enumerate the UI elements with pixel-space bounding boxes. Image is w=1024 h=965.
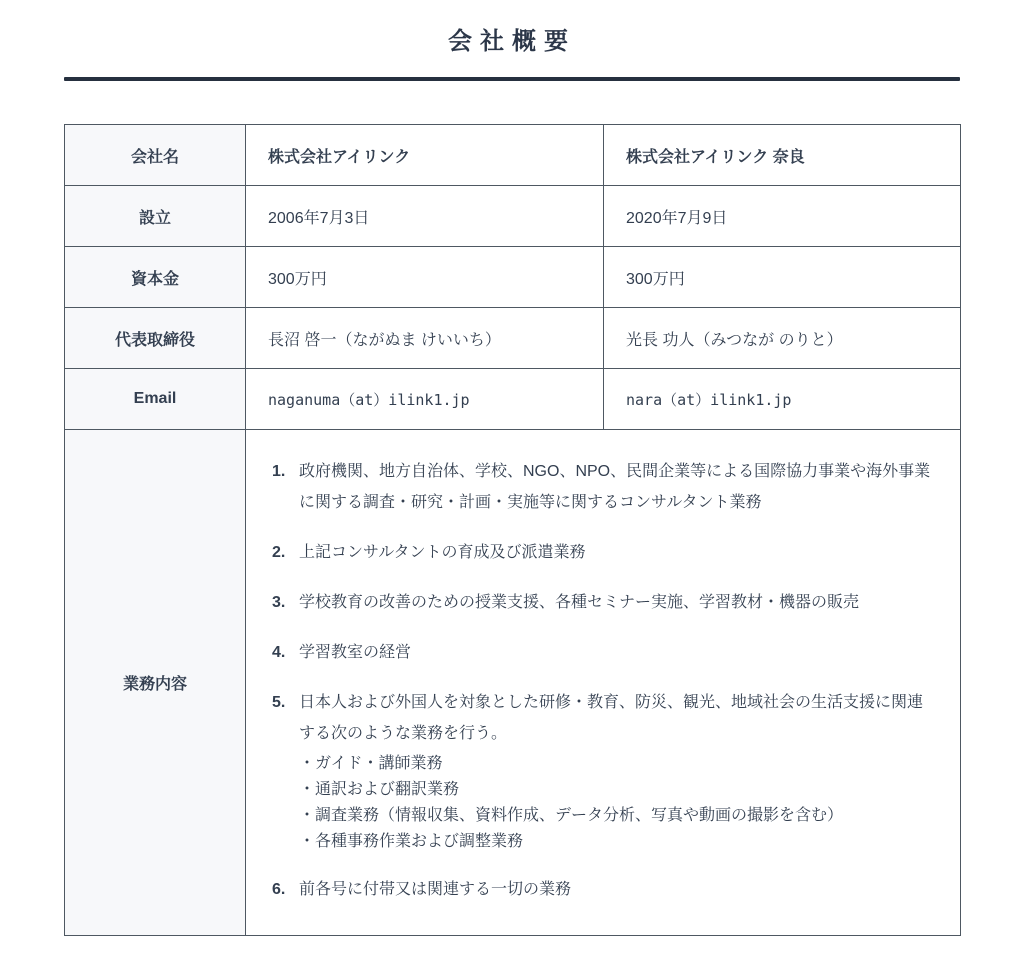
row-label-email: Email — [65, 369, 246, 430]
value-ceo-2: 光長 功人（みつなが のりと） — [604, 308, 961, 369]
row-label-company-name: 会社名 — [65, 125, 246, 186]
value-ceo-1: 長沼 啓一（ながぬま けいいち） — [246, 308, 604, 369]
table-row-capital — [65, 247, 961, 308]
value-capital-2: 300万円 — [604, 247, 961, 308]
business-item-3 — [272, 587, 932, 618]
row-label-business: 業務内容 — [65, 430, 246, 936]
row-label-founded: 設立 — [65, 186, 246, 247]
business-item-text: 政府機関、地方自治体、学校、NGO、NPO、民間企業等による国際協力事業や海外事業に関する調査・研究・計画・実施等に関するコンサルタント業務 — [299, 463, 931, 511]
business-item-text: 上記コンサルタントの育成及び派遣業務 — [299, 544, 586, 561]
business-subitem-admin: ・各種事務作業および調整業務 — [299, 833, 524, 850]
value-company-name-2: 株式会社アイリンク 奈良 — [604, 125, 961, 186]
business-content — [246, 430, 961, 936]
row-label-ceo: 代表取締役 — [65, 308, 246, 369]
business-item-text: 学習教室の経営 — [299, 644, 412, 661]
business-item-text: 学校教育の改善のための授業支援、各種セミナー実施、学習教材・機器の販売 — [299, 594, 860, 611]
business-item-number: 2. — [272, 544, 286, 561]
business-item-5-lead: 日本人および外国人を対象とした研修・教育、防災、観光、地域社会の生活支援に関連する次のような業務を行う。 — [299, 694, 924, 742]
value-email-2: nara（at）ilink1.jp — [604, 369, 961, 430]
business-item-6 — [272, 874, 932, 905]
title-divider — [64, 77, 960, 81]
business-item-number: 4. — [272, 644, 286, 661]
table-row-business — [65, 430, 961, 936]
business-item-text: 前各号に付帯又は関連する一切の業務 — [299, 881, 572, 898]
business-item-number: 6. — [272, 881, 286, 898]
business-item-number: 1. — [272, 463, 286, 480]
table-row-company-name — [65, 125, 961, 186]
business-item-4 — [272, 637, 932, 668]
value-capital-1: 300万円 — [246, 247, 604, 308]
business-subitem-guide: ・ガイド・講師業務 — [299, 755, 443, 772]
business-item-5 — [272, 687, 932, 855]
value-company-name-1: 株式会社アイリンク — [246, 125, 604, 186]
business-item-text — [299, 687, 932, 855]
business-subitem-research: ・調査業務（情報収集、資料作成、データ分析、写真や動画の撮影を含む） — [299, 807, 844, 824]
value-email-1: naganuma（at）ilink1.jp — [246, 369, 604, 430]
page-title: 会社概要 — [448, 28, 576, 55]
business-item-2 — [272, 537, 932, 568]
business-subitem-interpretation: ・通訳および翻訳業務 — [299, 781, 460, 798]
table-row-founded — [65, 186, 961, 247]
row-label-capital: 資本金 — [65, 247, 246, 308]
value-founded-1: 2006年7月3日 — [246, 186, 604, 247]
business-item-1 — [272, 456, 932, 518]
table-row-email — [65, 369, 961, 430]
business-item-number: 5. — [272, 694, 286, 711]
value-founded-2: 2020年7月9日 — [604, 186, 961, 247]
table-row-ceo — [65, 308, 961, 369]
company-overview-table — [64, 124, 961, 936]
business-item-number: 3. — [272, 594, 286, 611]
